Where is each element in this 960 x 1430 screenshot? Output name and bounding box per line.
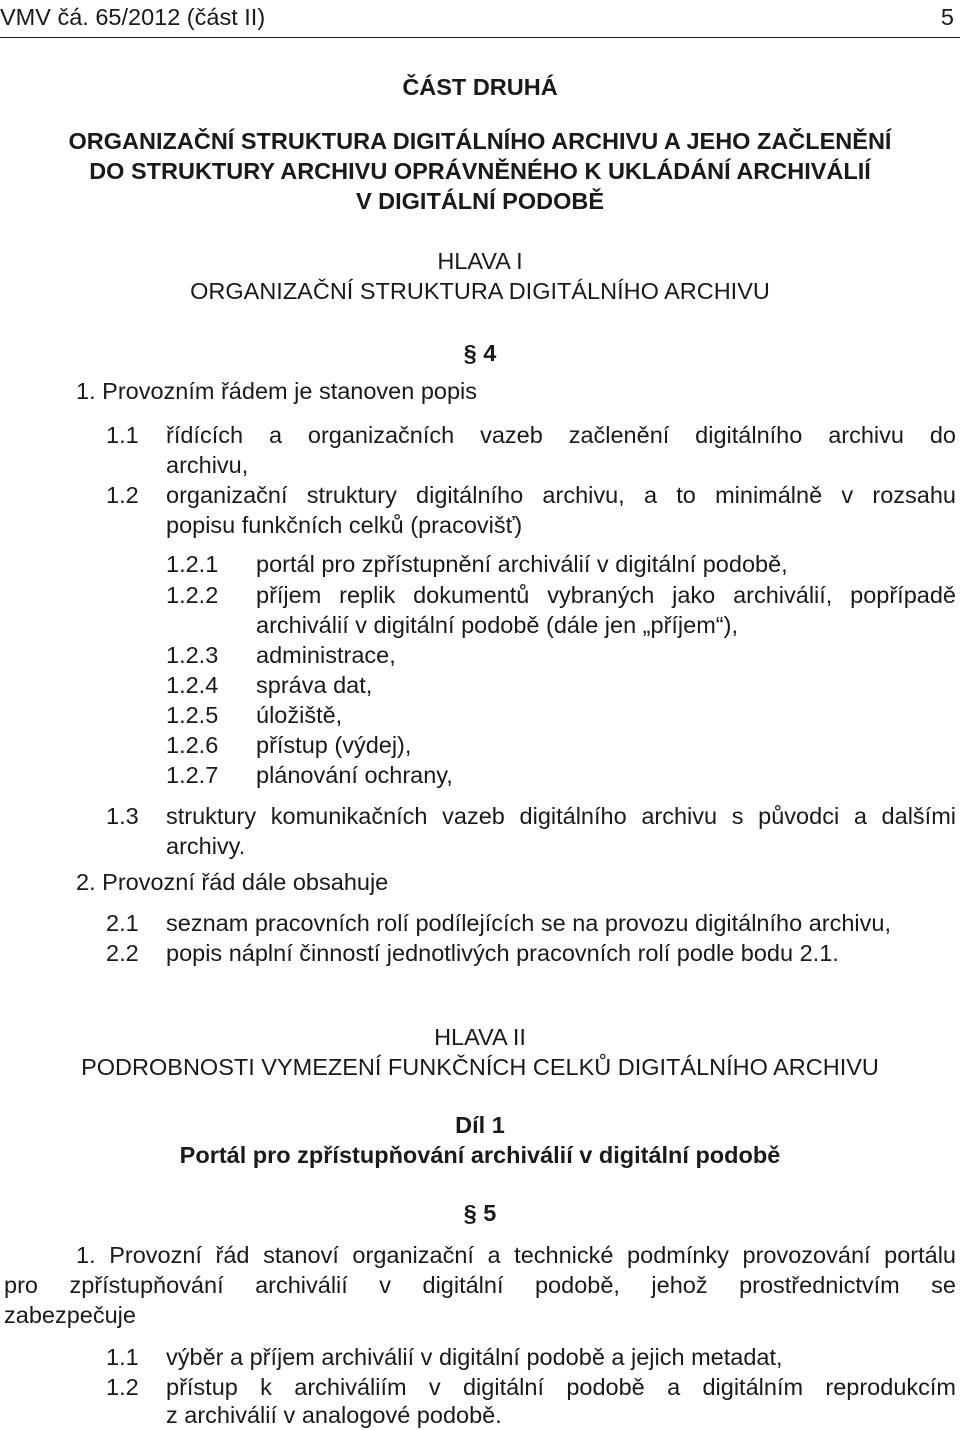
- part-1-label: Díl 1: [455, 1112, 505, 1138]
- subitem-text: příjem replik dokumentů vybraných jako archiválií, popřípadě: [256, 582, 956, 608]
- item-number: 1.1: [106, 422, 139, 448]
- subitem-text: administrace,: [256, 642, 396, 668]
- subitem-number: 1.2.6: [166, 732, 219, 758]
- section-5-intro-line: pro zpřístupňování archiválií v digitální podobě, jehož prostřednictvím se: [4, 1272, 956, 1298]
- section-5-intro-line: zabezpečuje: [4, 1302, 136, 1328]
- section-5-intro-line: 1. Provozní řád stanoví organizační a technické podmínky provozování portálu: [76, 1242, 956, 1268]
- section-4-paragraph-1: [76, 376, 477, 406]
- paragraph-number: 1.: [76, 378, 96, 404]
- item-number: 1.2: [106, 482, 139, 508]
- subitem-text: archiválií v digitální podobě (dále jen „příjem“),: [256, 612, 738, 638]
- item-text-line: archivu,: [166, 452, 249, 478]
- subitem-text: úložiště,: [256, 702, 343, 728]
- subitem-text: portál pro zpřístupnění archiválií v digitální podobě,: [256, 551, 788, 577]
- header-rule: [0, 37, 960, 38]
- part-1-title: Portál pro zpřístupňování archiválií v digitální podobě: [179, 1142, 781, 1168]
- item-text-line: popisu funkčních celků (pracovišť): [166, 512, 523, 538]
- section-5-symbol: § 5: [463, 1200, 497, 1226]
- part-title: ČÁST DRUHÁ: [402, 74, 558, 100]
- subitem-number: 1.2.4: [166, 672, 219, 698]
- item-number: 1.1: [106, 1344, 139, 1370]
- subitem-text: přístup (výdej),: [256, 732, 412, 758]
- running-header-left: VMV čá. 65/2012 (část II): [0, 4, 266, 30]
- subitem-number: 1.2.1: [166, 551, 219, 577]
- item-text-line: z archiválií v analogové podobě.: [166, 1402, 502, 1428]
- item-text-line: struktury komunikačních vazeb digitálního archivu s původci a dalšími: [166, 803, 956, 829]
- part-heading-line-1: ORGANIZAČNÍ STRUKTURA DIGITÁLNÍHO ARCHIVU A JEHO ZAČLENĚNÍ: [68, 128, 892, 154]
- item-number: 1.3: [106, 803, 139, 829]
- subitem-number: 1.2.3: [166, 642, 219, 668]
- chapter-1-label: HLAVA I: [437, 248, 523, 274]
- part-heading-line-3: V DIGITÁLNÍ PODOBĚ: [355, 188, 605, 214]
- item-number: 2.2: [106, 940, 139, 966]
- subitem-text: plánování ochrany,: [256, 762, 453, 788]
- item-text-line: popis náplní činností jednotlivých pracovních rolí podle bodu 2.1.: [166, 940, 839, 966]
- section-4-paragraph-2: [76, 867, 388, 897]
- item-text-line: řídících a organizačních vazeb začlenění digitálního archivu do: [166, 422, 956, 448]
- section-4-symbol: § 4: [463, 340, 497, 366]
- subitem-number: 1.2.2: [166, 582, 219, 608]
- item-text-line: výběr a příjem archiválií v digitální podobě a jejich metadat,: [166, 1344, 783, 1370]
- subitem-number: 1.2.5: [166, 702, 219, 728]
- paragraph-number: 2.: [76, 869, 96, 895]
- chapter-2-label: HLAVA II: [434, 1024, 526, 1050]
- item-text-line: seznam pracovních rolí podílejících se na provozu digitálního archivu,: [166, 910, 891, 936]
- item-text-line: organizační struktury digitálního archivu, a to minimálně v rozsahu: [166, 482, 956, 508]
- part-heading-line-2: DO STRUKTURY ARCHIVU OPRÁVNĚNÉHO K UKLÁDÁNÍ ARCHIVÁLIÍ: [89, 158, 871, 184]
- chapter-2-title: PODROBNOSTI VYMEZENÍ FUNKČNÍCH CELKŮ DIGITÁLNÍHO ARCHIVU: [81, 1054, 879, 1080]
- paragraph-text: Provozní řád dále obsahuje: [102, 869, 389, 895]
- chapter-1-title: ORGANIZAČNÍ STRUKTURA DIGITÁLNÍHO ARCHIVU: [190, 278, 770, 304]
- paragraph-text: Provozním řádem je stanoven popis: [102, 378, 478, 404]
- item-text-line: přístup k archiváliím v digitální podobě a digitálním reprodukcím: [166, 1374, 956, 1400]
- page-number: 5: [940, 4, 954, 30]
- item-number: 2.1: [106, 910, 139, 936]
- item-number: 1.2: [106, 1374, 139, 1400]
- subitem-text: správa dat,: [256, 672, 373, 698]
- item-text-line: archivy.: [166, 833, 246, 859]
- subitem-number: 1.2.7: [166, 762, 219, 788]
